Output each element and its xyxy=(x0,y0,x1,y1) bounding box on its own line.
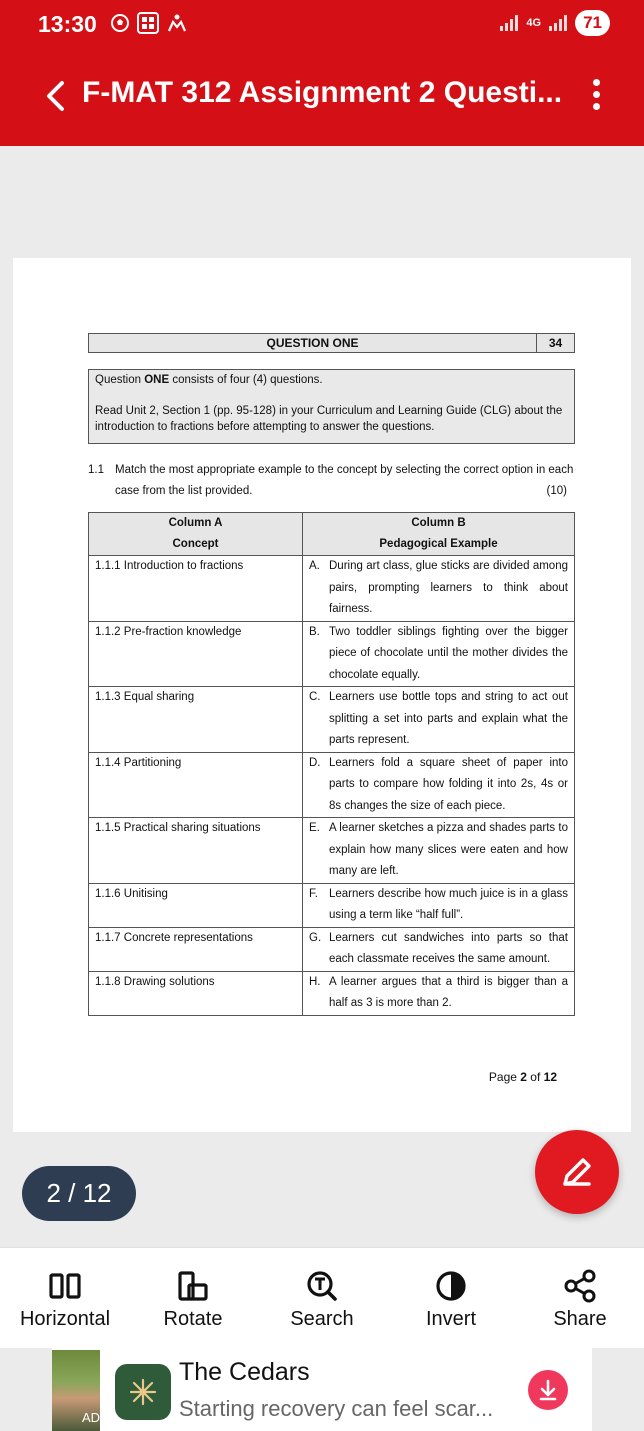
concept-cell: 1.1.3 Equal sharing xyxy=(89,687,303,753)
option-text: Learners use bottle tops and string to act out splitting a set into parts and explain what the parts represent. xyxy=(329,691,568,746)
example-cell xyxy=(303,971,575,1015)
example-cell xyxy=(303,818,575,884)
back-arrow-icon[interactable] xyxy=(40,76,70,116)
table-row xyxy=(89,687,575,753)
concept-cell: 1.1.5 Practical sharing situations xyxy=(89,818,303,884)
status-notification-icons xyxy=(110,12,188,34)
pencil-icon xyxy=(557,1152,597,1192)
concept-cell: 1.1.4 Partitioning xyxy=(89,752,303,818)
question-header xyxy=(88,333,575,353)
pdf-page[interactable] xyxy=(13,258,631,1132)
reading-instruction: Read Unit 2, Section 1 (pp. 95-128) in your Curriculum and Learning Guide (CLG) about the introduction to fractions before attempting to answer the questions. xyxy=(95,405,563,433)
edit-button[interactable] xyxy=(535,1130,619,1214)
question-text: Match the most appropriate example to the concept by selecting the correct option in each case from the list provided. xyxy=(115,464,574,497)
table-row xyxy=(89,818,575,884)
ad-download-button[interactable] xyxy=(528,1370,568,1410)
ad-title: The Cedars xyxy=(179,1358,310,1386)
grid-app-icon xyxy=(137,12,159,34)
bottom-toolbar xyxy=(0,1247,644,1348)
option-letter: F. xyxy=(309,887,318,900)
concept-cell: 1.1.8 Drawing solutions xyxy=(89,971,303,1015)
search-icon xyxy=(305,1269,339,1303)
title-bar xyxy=(0,70,644,124)
question-1-1-marks: (10) xyxy=(546,485,567,497)
concept-cell: 1.1.6 Unitising xyxy=(89,883,303,927)
status-bar xyxy=(0,0,644,50)
cedar-logo-icon xyxy=(129,1378,157,1406)
matching-table xyxy=(88,512,575,1016)
option-text: A learner argues that a third is bigger than a half as 3 is more than 2. xyxy=(329,975,568,1009)
document-title: F-MAT 312 Assignment 2 Questi... xyxy=(82,76,563,109)
question-number: 1.1 xyxy=(88,464,104,476)
ad-banner[interactable] xyxy=(52,1348,592,1431)
example-cell xyxy=(303,687,575,753)
page-footer-number: Page 2 of 12 xyxy=(488,1070,557,1084)
option-text: Learners fold a square sheet of paper into parts to compare how folding it into 2s, 4s or 8s changes the size of each piece. xyxy=(329,756,568,812)
option-letter: A. xyxy=(309,560,320,572)
horizontal-button[interactable]: Horizontal xyxy=(1,1266,129,1331)
search-button[interactable]: Search xyxy=(258,1266,386,1331)
app-bar xyxy=(0,0,644,146)
invert-button[interactable]: Invert xyxy=(387,1266,515,1331)
option-letter: D. xyxy=(309,756,321,769)
ad-logo xyxy=(115,1364,171,1420)
status-right-icons xyxy=(500,10,610,36)
page-counter: 2 / 12 xyxy=(22,1166,136,1221)
football-icon xyxy=(110,13,130,33)
table-row xyxy=(89,883,575,927)
concept-cell: 1.1.7 Concrete representations xyxy=(89,927,303,971)
option-letter: G. xyxy=(309,931,322,944)
example-cell xyxy=(303,883,575,927)
status-time: 13:30 xyxy=(38,11,97,37)
table-row xyxy=(89,971,575,1015)
share-icon xyxy=(563,1269,597,1303)
ad-tag: AD xyxy=(82,1410,101,1425)
instructions-box xyxy=(88,369,575,444)
invert-icon xyxy=(434,1269,468,1303)
share-button[interactable]: Share xyxy=(516,1266,644,1331)
ad-subtitle: Starting recovery can feel scar... xyxy=(179,1396,494,1421)
battery-indicator: 71 xyxy=(575,10,610,36)
option-letter: C. xyxy=(309,691,321,703)
signal-icon xyxy=(500,15,518,31)
rotate-icon xyxy=(176,1270,210,1302)
column-b-header: Column B Pedagogical Example xyxy=(303,513,575,556)
example-cell xyxy=(303,752,575,818)
question-marks: 34 xyxy=(548,336,563,350)
table-row xyxy=(89,752,575,818)
concept-cell: 1.1.1 Introduction to fractions xyxy=(89,556,303,622)
concept-cell: 1.1.2 Pre-fraction knowledge xyxy=(89,621,303,687)
option-text: During art class, glue sticks are divided among pairs, prompting learners to think about fairness. xyxy=(329,560,568,615)
network-type: 4G xyxy=(526,17,542,29)
option-text: A learner sketches a pizza and shades parts to explain how many slices were eaten and how many are left. xyxy=(329,822,568,877)
horizontal-scroll-icon xyxy=(48,1271,82,1301)
table-row xyxy=(89,556,575,622)
option-text: Learners describe how much juice is in a glass using a term like “half full”. xyxy=(329,887,568,921)
example-cell xyxy=(303,621,575,687)
table-row xyxy=(89,927,575,971)
example-cell xyxy=(303,556,575,622)
rotate-button[interactable]: Rotate xyxy=(129,1266,257,1331)
download-icon xyxy=(538,1379,558,1401)
people-icon xyxy=(166,13,188,33)
page-content xyxy=(88,333,575,1016)
column-a-header: Column A Concept xyxy=(89,513,303,556)
signal-icon-2 xyxy=(549,15,567,31)
table-row xyxy=(89,621,575,687)
option-text: Two toddler siblings fighting over the bigger piece of chocolate until the mother divides the chocolate equally. xyxy=(329,625,568,681)
option-letter: B. xyxy=(309,625,320,638)
more-options-icon[interactable] xyxy=(586,76,606,116)
option-text: Learners cut sandwiches into parts so that each classmate receives the same amount. xyxy=(329,931,568,965)
intro-line: Question ONE consists of four (4) questions. xyxy=(95,374,323,386)
example-cell xyxy=(303,927,575,971)
question-1-1 xyxy=(88,460,575,502)
question-title: QUESTION ONE xyxy=(89,334,537,352)
option-letter: H. xyxy=(309,975,321,988)
option-letter: E. xyxy=(309,822,320,834)
